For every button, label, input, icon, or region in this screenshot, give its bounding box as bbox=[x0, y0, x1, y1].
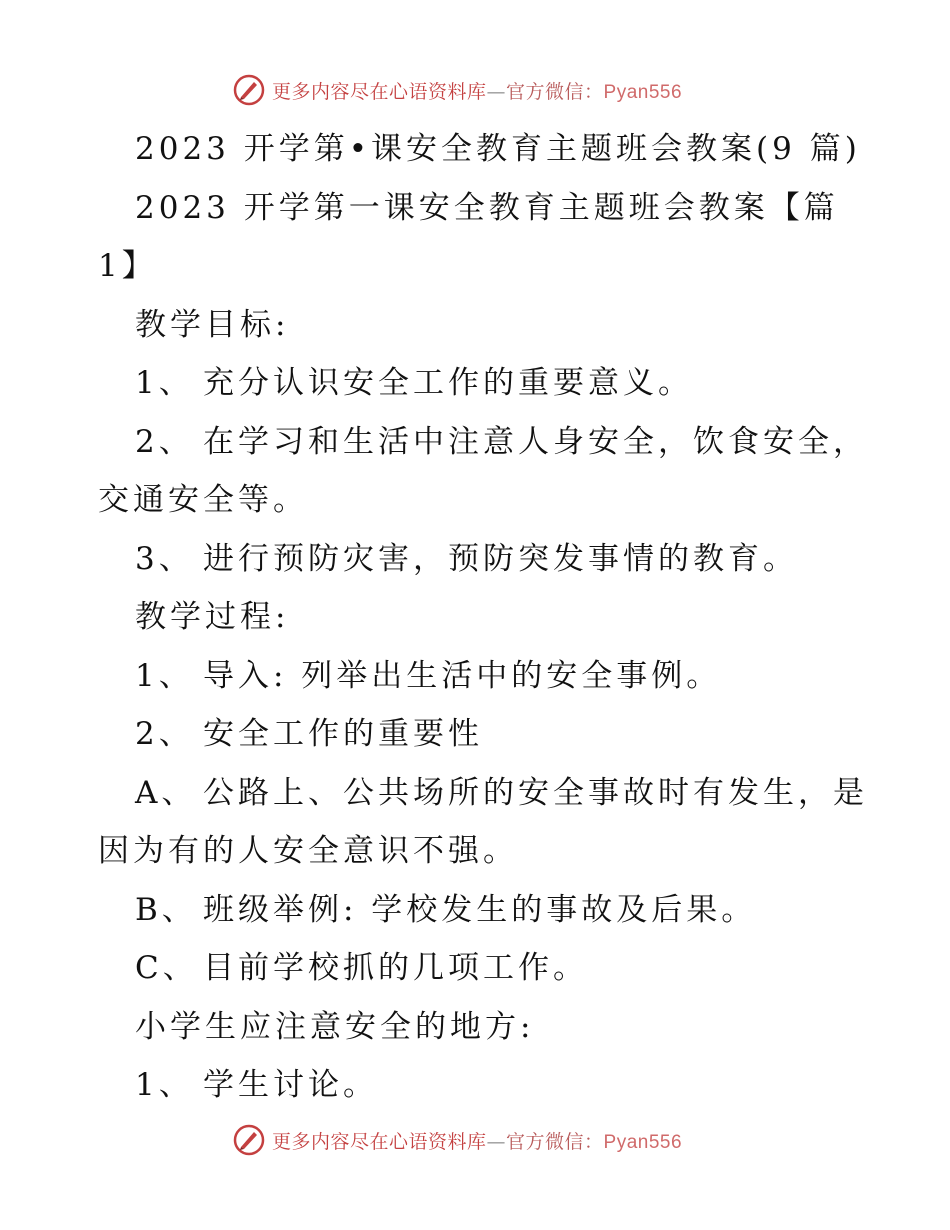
section-heading: 2023 开学第一课安全教育主题班会教案【篇 bbox=[135, 189, 839, 226]
list-item bbox=[98, 530, 858, 589]
list-item bbox=[98, 354, 858, 413]
quill-pen-seal-icon bbox=[232, 1123, 266, 1157]
places-heading: 小学生应注意安全的地方: bbox=[135, 1008, 535, 1045]
sub-item-text: 班级举例: 学校发生的事故及后果。 bbox=[203, 891, 757, 928]
sub-item-continuation: 因为有的人安全意识不强。 bbox=[98, 833, 518, 869]
goals-heading: 教学目标: bbox=[135, 306, 290, 343]
sub-item-letter: B、 bbox=[135, 891, 197, 928]
header-watermark bbox=[232, 72, 682, 108]
list-item bbox=[98, 413, 868, 472]
sub-item-text: 目前学校抓的几项工作。 bbox=[203, 950, 588, 986]
list-item bbox=[98, 647, 858, 706]
list-item-text: 充分认识安全工作的重要意义。 bbox=[203, 365, 693, 401]
sub-item bbox=[98, 881, 858, 940]
watermark-text: 更多内容尽在心语资料库—官方微信：Pyan556 bbox=[272, 1130, 683, 1153]
footer-watermark bbox=[232, 1122, 682, 1158]
document-body bbox=[98, 120, 868, 1115]
list-item-number: 1、 bbox=[135, 657, 194, 694]
list-item-number: 2、 bbox=[135, 423, 194, 460]
sub-item bbox=[98, 939, 858, 998]
list-item-number: 3、 bbox=[135, 540, 194, 577]
watermark-text: 更多内容尽在心语资料库—官方微信：Pyan556 bbox=[272, 80, 683, 103]
document-title: 2023 开学第•课安全教育主题班会教案(9 篇) bbox=[135, 131, 861, 167]
list-item-number: 1、 bbox=[135, 1067, 194, 1103]
list-item-text: 在学习和生活中注意人身安全，饮食安全， bbox=[203, 423, 868, 460]
list-item-text: 进行预防灾害，预防突发事情的教育。 bbox=[203, 540, 798, 577]
quill-pen-seal-icon bbox=[232, 73, 266, 107]
list-item-text: 学生讨论。 bbox=[203, 1067, 378, 1103]
sub-item-text: 公路上、公共场所的安全事故时有发生，是 bbox=[203, 774, 868, 811]
section-heading-continuation: 1】 bbox=[98, 248, 157, 284]
sub-item bbox=[98, 764, 868, 823]
list-item-text: 安全工作的重要性 bbox=[203, 716, 483, 752]
list-item-text: 导入: 列举出生活中的安全事例。 bbox=[203, 657, 722, 694]
list-item bbox=[98, 705, 858, 764]
list-item-number: 1、 bbox=[135, 365, 194, 401]
list-item-number: 2、 bbox=[135, 716, 194, 752]
sub-item-letter: C、 bbox=[135, 950, 198, 986]
list-item bbox=[98, 1056, 858, 1115]
process-heading: 教学过程: bbox=[135, 599, 290, 635]
list-item-continuation: 交通安全等。 bbox=[98, 482, 308, 518]
sub-item-letter: A、 bbox=[135, 774, 197, 811]
